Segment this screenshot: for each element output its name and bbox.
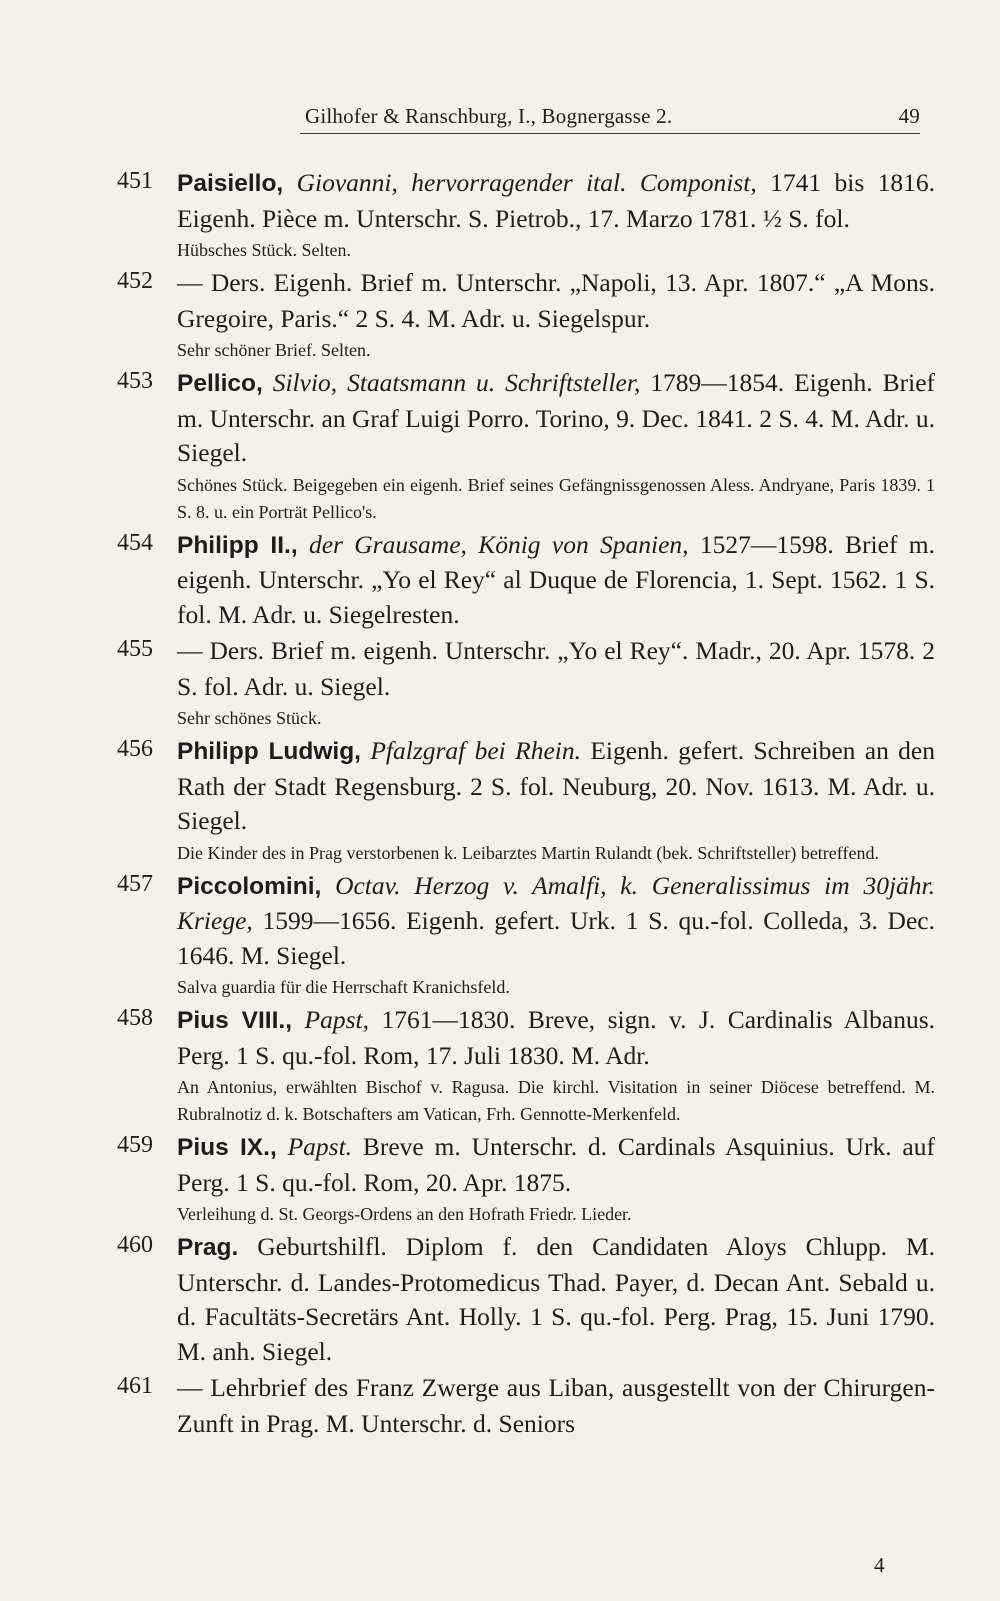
entry-name: Pius IX., — [177, 1134, 277, 1161]
entry-title: Silvio, Staatsmann u. Schriftsteller, — [262, 368, 641, 397]
entry-description: — Ders. Eigenh. Brief m. Unterschr. „Napoli, 13. Apr. 1807.“ „A Mons. Gregoire, Paris.“ 2 S. 4. M. Adr. u. Siegelspur. — [177, 268, 935, 333]
entry-note: An Antonius, erwählten Bischof v. Ragusa. Die kirchl. Visitation in seiner Diöcese betreffend. M. Rubralnotiz d. k. Botschafters am Vatican, Frh. Gennotte-Merkenfeld. — [177, 1077, 935, 1124]
catalog-entry — [117, 1371, 935, 1441]
entry-description: — Lehrbrief des Franz Zwerge aus Liban, ausgestellt von der Chirurgen-Zunft in Prag. M. Unterschr. d. Seniors — [177, 1373, 935, 1438]
entry-number: 454 — [117, 529, 153, 556]
entry-name: Piccolomini, — [177, 872, 322, 900]
catalog-entry — [117, 166, 935, 264]
entry-text — [177, 869, 935, 974]
entry-title: der Grausame, König von Spanien, — [297, 529, 689, 559]
entry-description: 1761—1830. Breve, sign. v. J. Cardinalis Albanus. Perg. 1 S. qu.-fol. Rom, 17. Juli 1830. M. Adr. — [177, 1005, 935, 1070]
entry-text — [177, 366, 935, 471]
entry-number: 458 — [117, 1005, 153, 1031]
entry-note: Hübsches Stück. Selten. — [177, 240, 351, 260]
entry-title: Papst. — [276, 1132, 353, 1161]
entry-description: Geburtshilfl. Diplom f. den Candidaten Aloys Chlupp. M. Unterschr. d. Landes-Protomedicus Thad. Payer, d. Decan Ant. Sebald u. d. Facultäts-Secretärs Ant. Holly. 1 S. qu.-fol. Perg. Prag, 15. Juni 1790. M. anh. Siegel. — [177, 1232, 935, 1366]
header-rule — [300, 133, 920, 134]
entry-number: 456 — [117, 736, 153, 762]
entry-note: Die Kinder des in Prag verstorbenen k. Leibarztes Martin Rulandt (bek. Schriftsteller) betreffend. — [177, 842, 879, 863]
entry-text — [177, 1003, 935, 1073]
entry-title: Octav. Herzog v. Amalfi, k. Generalissimus im 30jähr. Kriege, — [177, 870, 935, 935]
catalog-entry — [117, 1230, 935, 1369]
entry-title: Papst, — [292, 1005, 369, 1034]
catalog-entry — [117, 869, 935, 1002]
entry-title: Pfalzgraf bei Rhein. — [360, 736, 581, 765]
entry-text — [177, 266, 935, 336]
catalog-entry — [117, 366, 935, 526]
catalog-entry — [117, 634, 935, 732]
entry-text — [177, 1371, 935, 1441]
entry-text — [177, 1130, 935, 1200]
entry-name: Philipp Ludwig, — [177, 738, 361, 765]
entry-title: Giovanni, hervorragender ital. Componist, — [283, 168, 757, 197]
page-number: 49 — [898, 104, 920, 128]
entry-text — [177, 734, 935, 839]
entry-text — [177, 1230, 935, 1369]
entry-name: Pius VIII., — [177, 1007, 293, 1034]
entry-description: Breve m. Unterschr. d. Cardinals Asquinius. Urk. auf Perg. 1 S. qu.-fol. Rom, 20. Apr. 1875. — [177, 1132, 935, 1197]
catalog-entry — [117, 266, 935, 364]
entry-description: 1789—1854. Eigenh. Brief m. Unterschr. an Graf Luigi Porro. Torino, 9. Dec. 1841. 2 S. 4. M. Adr. u. Siegel. — [177, 368, 935, 467]
entry-name: Paisiello, — [177, 170, 284, 197]
entry-note: Schönes Stück. Beigegeben ein eigenh. Brief seines Gefängnissgenossen Aless. Andryane, Paris 1839. 1 S. 8. u. ein Porträt Pellico's. — [177, 474, 935, 522]
entry-text — [177, 528, 935, 633]
entry-number: 459 — [117, 1132, 153, 1158]
entry-note: Sehr schöner Brief. Selten. — [177, 340, 371, 360]
entry-number: 461 — [117, 1373, 153, 1399]
entry-name: Philipp II., — [177, 531, 298, 559]
entry-description: Eigenh. gefert. Schreiben an den Rath der Stadt Regensburg. 2 S. fol. Neuburg, 20. Nov. 1613. M. Adr. u. Siegel. — [177, 736, 935, 835]
entry-number: 451 — [117, 168, 153, 194]
signature-mark: 4 — [874, 1553, 885, 1577]
running-title: Gilhofer & Ranschburg, I., Bognergasse 2. — [305, 104, 673, 128]
catalog-entry — [117, 1130, 935, 1228]
entry-number: 455 — [117, 636, 153, 662]
entry-name: Prag. — [177, 1234, 239, 1261]
catalog-entry — [117, 528, 935, 633]
entry-number: 460 — [117, 1232, 153, 1258]
entry-number: 457 — [117, 870, 153, 897]
catalog-entry — [117, 734, 935, 867]
entry-description: — Ders. Brief m. eigenh. Unterschr. „Yo el Rey“. Madr., 20. Apr. 1578. 2 S. fol. Adr. u. Siegel. — [177, 636, 935, 701]
entry-number: 452 — [117, 268, 153, 294]
entry-description: 1599—1656. Eigenh. gefert. Urk. 1 S. qu.-fol. Colleda, 3. Dec. 1646. M. Siegel. — [177, 906, 935, 970]
entry-text — [177, 166, 935, 236]
entry-text — [177, 634, 935, 704]
catalog-entry — [117, 1003, 935, 1128]
entry-note: Salva guardia für die Herrschaft Kranichsfeld. — [177, 977, 510, 997]
entry-description: 1527—1598. Brief m. eigenh. Unterschr. „Yo el Rey“ al Duque de Florencia, 1. Sept. 1562. 1 S. fol. M. Adr. u. Siegelresten. — [177, 529, 935, 629]
entry-list — [117, 166, 935, 1441]
entry-note: Sehr schönes Stück. — [177, 708, 322, 728]
entry-name: Pellico, — [177, 370, 263, 397]
entry-number: 453 — [117, 368, 153, 394]
entry-note: Verleihung d. St. Georgs-Ordens an den Hofrath Friedr. Lieder. — [177, 1204, 632, 1224]
entry-description: 1741 bis 1816. Eigenh. Pièce m. Unterschr. S. Pietrob., 17. Marzo 1781. ½ S. fol. — [177, 168, 935, 233]
